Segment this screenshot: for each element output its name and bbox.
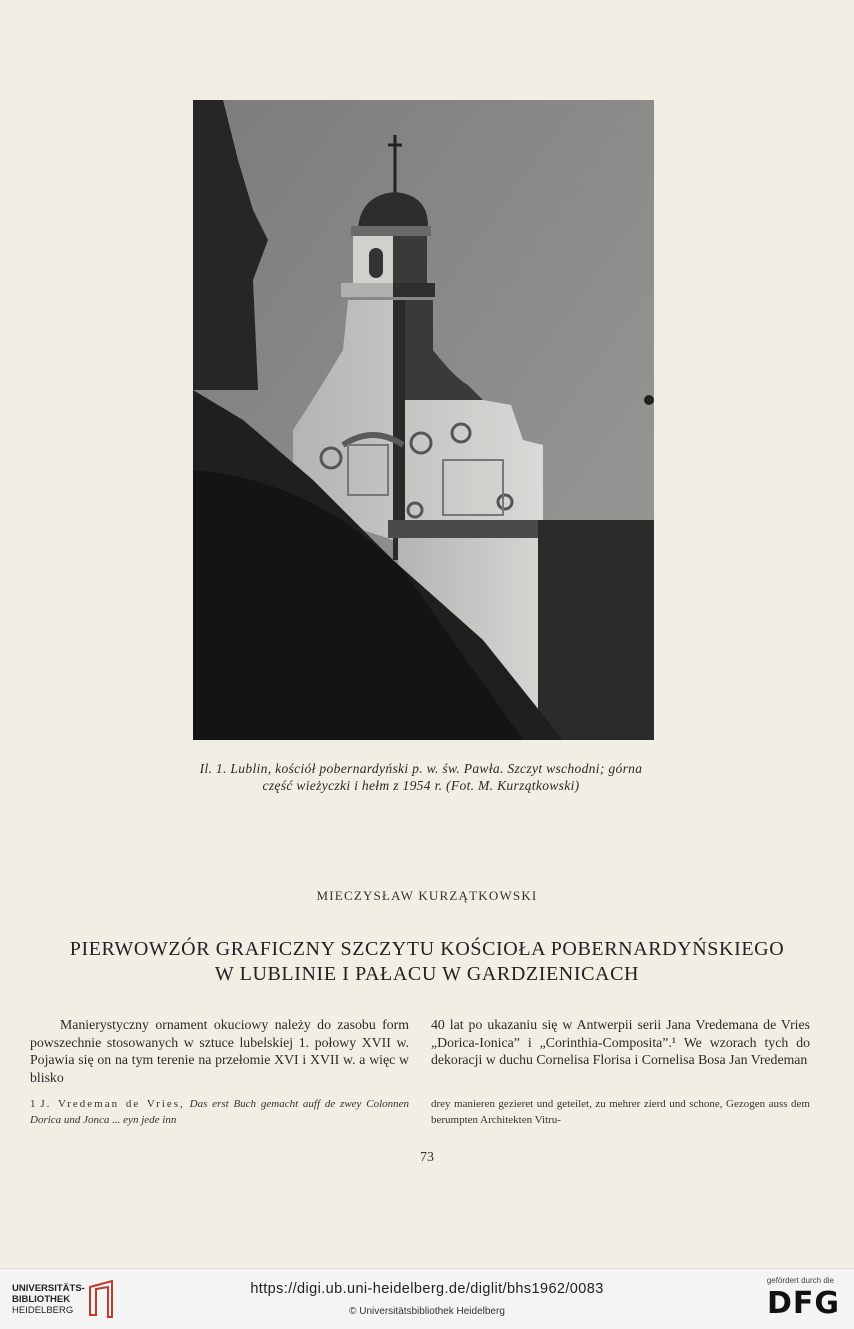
figure-caption: Il. 1. Lublin, kościół pobernardyński p. w. św. Pawła. Szczyt wschodni; górna część wieżyczki i hełm z 1954 r. (Fot. M. Kurzątkowski) xyxy=(199,761,643,793)
footnote-author: J. Vredeman de Vries, xyxy=(40,1098,185,1110)
body-text-right-column: 40 lat po ukazaniu się w Antwerpii serii Jana Vredemana de Vries „Dorica-Ionica” i „Corinthia-Composita”.¹ We wzorach tych do dekoracji w duchu Cornelisa Florisa i Cornelisa Bosa Jan Vredeman xyxy=(431,1017,810,1067)
author-name: MIECZYSŁAW KURZĄTKOWSKI xyxy=(316,888,538,903)
article-title xyxy=(30,937,824,987)
footnote-right: drey manieren gezieret und geteilet, zu mehrer zierd und schone, Gezogen auss dem berumpten Architekten Vitru- xyxy=(431,1098,810,1126)
footnote-number: 1 xyxy=(30,1098,36,1110)
footnote-left-text: Das erst Buch gemacht auff de zwey Colonnen Dorica und Jonca ... eyn jede inn xyxy=(30,1098,410,1126)
dfg-logo[interactable]: DFG xyxy=(766,1286,840,1321)
footnote-left xyxy=(30,1096,409,1128)
copyright-notice: © Universitätsbibliothek Heidelberg xyxy=(349,1306,505,1317)
title-line-1: PIERWOWZÓR GRAFICZNY SZCZYTU KOŚCIOŁA POBERNARDYŃSKIEGO xyxy=(69,938,785,960)
permalink-url[interactable]: https://digi.ub.uni-heidelberg.de/diglit/bhs1962/0083 xyxy=(250,1281,604,1297)
viewer-footer xyxy=(0,1268,854,1329)
library-line-2: BIBLIOTHEK xyxy=(12,1294,71,1305)
dfg-funding-label: gefördert durch die xyxy=(766,1276,834,1285)
body-text-left-column: Manierystyczny ornament okuciowy należy do zasobu form powszechnie stosowanych w sztuce lubelskiej 1. połowy XVII w. Pojawia się on na tym terenie na przełomie XVI i XVII w. a więc w blisko xyxy=(30,1017,409,1085)
page-number: 73 xyxy=(420,1150,434,1165)
library-line-3: HEIDELBERG xyxy=(12,1305,74,1316)
church-gable-photo xyxy=(193,100,654,740)
library-line-1: UNIVERSITÄTS- xyxy=(12,1283,85,1294)
title-line-2: W LUBLINIE I PAŁACU W GARDZIENICACH xyxy=(214,963,640,985)
